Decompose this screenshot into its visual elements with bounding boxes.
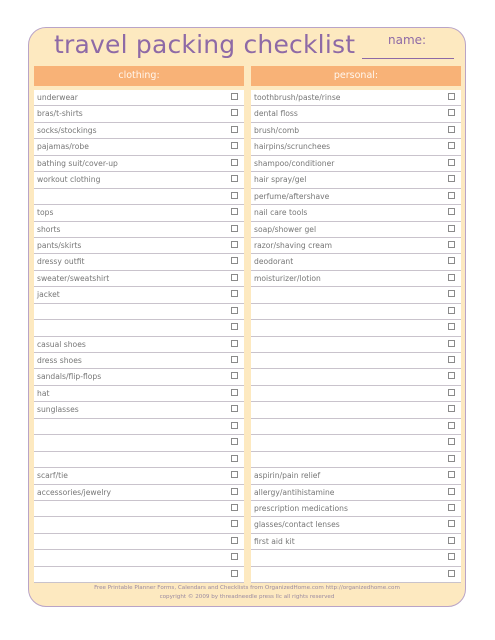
list-item [34,189,244,205]
list-item [251,402,461,418]
checkbox[interactable] [448,93,455,100]
list-item [34,254,244,270]
item-label: aspirin/pain relief [254,471,321,481]
list-item [251,517,461,533]
item-label: prescription medications [254,503,348,513]
item-label: hairpins/scrunchees [254,142,331,152]
checkbox[interactable] [448,340,455,347]
list-item [34,238,244,254]
checkbox[interactable] [231,570,238,577]
checkbox[interactable] [448,126,455,133]
list-item [251,172,461,188]
item-label: bathing suit/cover-up [37,158,118,168]
item-label: pajamas/robe [37,142,89,152]
item-label: razor/shaving cream [254,240,333,250]
list-item [34,567,244,583]
list-item [251,106,461,122]
list-item [251,205,461,221]
list-item [34,402,244,418]
checkbox[interactable] [231,126,238,133]
list-item [251,468,461,484]
checkbox[interactable] [231,208,238,215]
list-item [251,189,461,205]
checkbox[interactable] [448,290,455,297]
item-label: allergy/antihistamine [254,487,335,497]
item-label: hair spray/gel [254,175,307,185]
list-item [34,287,244,303]
item-label: nail care tools [254,208,308,218]
item-label: hat [37,388,50,398]
list-item [34,386,244,402]
list-item [34,139,244,155]
list-item [251,501,461,517]
checkbox[interactable] [448,570,455,577]
checkbox[interactable] [448,372,455,379]
list-item [251,222,461,238]
checkbox[interactable] [448,389,455,396]
list-item [34,468,244,484]
list-item [34,517,244,533]
checkbox[interactable] [231,142,238,149]
checkbox[interactable] [448,192,455,199]
item-label: perfume/aftershave [254,191,330,201]
item-label: sunglasses [37,405,79,415]
checkbox[interactable] [448,175,455,182]
list-item [251,287,461,303]
item-label: dental floss [254,109,298,119]
checkbox[interactable] [231,274,238,281]
list-item [251,123,461,139]
list-item [34,172,244,188]
checkbox[interactable] [231,307,238,314]
checkbox[interactable] [448,274,455,281]
checkbox[interactable] [231,438,238,445]
list-item [251,304,461,320]
checkbox[interactable] [231,290,238,297]
list-item [34,353,244,369]
list-item [251,452,461,468]
checkbox[interactable] [448,225,455,232]
list-item [251,238,461,254]
name-field-line[interactable] [362,58,454,59]
checkbox[interactable] [231,241,238,248]
list-item [34,156,244,172]
item-label: tops [37,208,54,218]
item-label: socks/stockings [37,125,97,135]
list-item [34,369,244,385]
list-item [251,337,461,353]
footer-credit: Free Printable Planner Forms, Calendars and Checklists from OrganizedHome.com http://organizedhome.com [94,585,400,591]
checkbox[interactable] [231,471,238,478]
item-label: shampoo/conditioner [254,158,335,168]
checkbox[interactable] [448,109,455,116]
personal-list [251,90,461,583]
list-item [251,534,461,550]
item-label: bras/t-shirts [37,109,83,119]
list-item [251,271,461,287]
list-item [251,369,461,385]
checkbox[interactable] [448,356,455,363]
clothing-list [34,90,244,583]
list-item [34,271,244,287]
checkbox[interactable] [448,504,455,511]
list-item [34,123,244,139]
checkbox[interactable] [448,142,455,149]
list-item [251,386,461,402]
checkbox[interactable] [448,159,455,166]
list-item [34,320,244,336]
list-item [251,567,461,583]
checkbox[interactable] [448,438,455,445]
personal-heading: personal: [251,66,461,86]
item-label: casual shoes [37,339,86,349]
list-item [34,550,244,566]
checkbox[interactable] [448,323,455,330]
list-item [34,106,244,122]
checkbox[interactable] [448,241,455,248]
list-item [34,452,244,468]
checkbox[interactable] [231,257,238,264]
list-item [251,353,461,369]
item-label: moisturizer/lotion [254,273,321,283]
list-item [251,139,461,155]
item-label: jacket [37,290,60,300]
checkbox[interactable] [231,405,238,412]
checkbox[interactable] [231,109,238,116]
checkbox[interactable] [231,372,238,379]
list-item [34,485,244,501]
item-label: workout clothing [37,175,101,185]
checkbox[interactable] [231,520,238,527]
list-item [251,419,461,435]
checkbox[interactable] [231,93,238,100]
list-item [251,254,461,270]
checkbox[interactable] [231,323,238,330]
checkbox[interactable] [448,553,455,560]
list-item [251,435,461,451]
list-item [251,156,461,172]
checkbox[interactable] [231,159,238,166]
list-item [251,485,461,501]
list-item [34,337,244,353]
checkbox[interactable] [231,356,238,363]
list-item [34,435,244,451]
name-label: name: [388,33,427,47]
checkbox[interactable] [231,192,238,199]
list-item [34,419,244,435]
checkbox[interactable] [231,225,238,232]
checkbox[interactable] [448,208,455,215]
checkbox[interactable] [231,389,238,396]
item-label: toothbrush/paste/rinse [254,93,341,102]
checkbox[interactable] [448,257,455,264]
item-label: dress shoes [37,356,82,365]
checkbox[interactable] [448,307,455,314]
item-label: brush/comb [254,125,300,135]
item-label: first aid kit [254,536,295,546]
checkbox[interactable] [231,504,238,511]
clothing-column [34,66,244,583]
checkbox[interactable] [448,520,455,527]
list-item [34,304,244,320]
checkbox[interactable] [231,175,238,182]
clothing-heading: clothing: [34,66,244,86]
list-item [251,550,461,566]
list-item [34,205,244,221]
item-label: underwear [37,93,78,102]
checkbox[interactable] [448,471,455,478]
item-label: pants/skirts [37,240,82,250]
item-label: sandals/flip-flops [37,372,102,382]
list-item [251,90,461,106]
checkbox[interactable] [448,537,455,544]
item-label: accessories/jewelry [37,487,112,497]
checkbox[interactable] [231,537,238,544]
list-item [34,534,244,550]
checkbox[interactable] [448,455,455,462]
checkbox[interactable] [231,422,238,429]
checkbox[interactable] [231,455,238,462]
item-label: soap/shower gel [254,224,317,234]
item-label: glasses/contact lenses [254,520,340,530]
item-label: dressy outfit [37,257,85,267]
checkbox[interactable] [448,422,455,429]
checkbox[interactable] [448,488,455,495]
list-item [34,222,244,238]
checkbox[interactable] [231,488,238,495]
checkbox[interactable] [448,405,455,412]
checkbox[interactable] [231,340,238,347]
item-label: scarf/tie [37,471,68,481]
list-item [34,501,244,517]
footer-copyright: copyright © 2009 by threadneedle press llc all rights reserved [159,594,335,600]
checkbox[interactable] [231,553,238,560]
page-title: travel packing checklist [54,30,356,59]
item-label: sweater/sweatshirt [37,273,110,283]
list-item [34,90,244,106]
personal-column [251,66,461,583]
item-label: shorts [37,224,61,234]
list-item [251,320,461,336]
item-label: deodorant [254,257,294,267]
